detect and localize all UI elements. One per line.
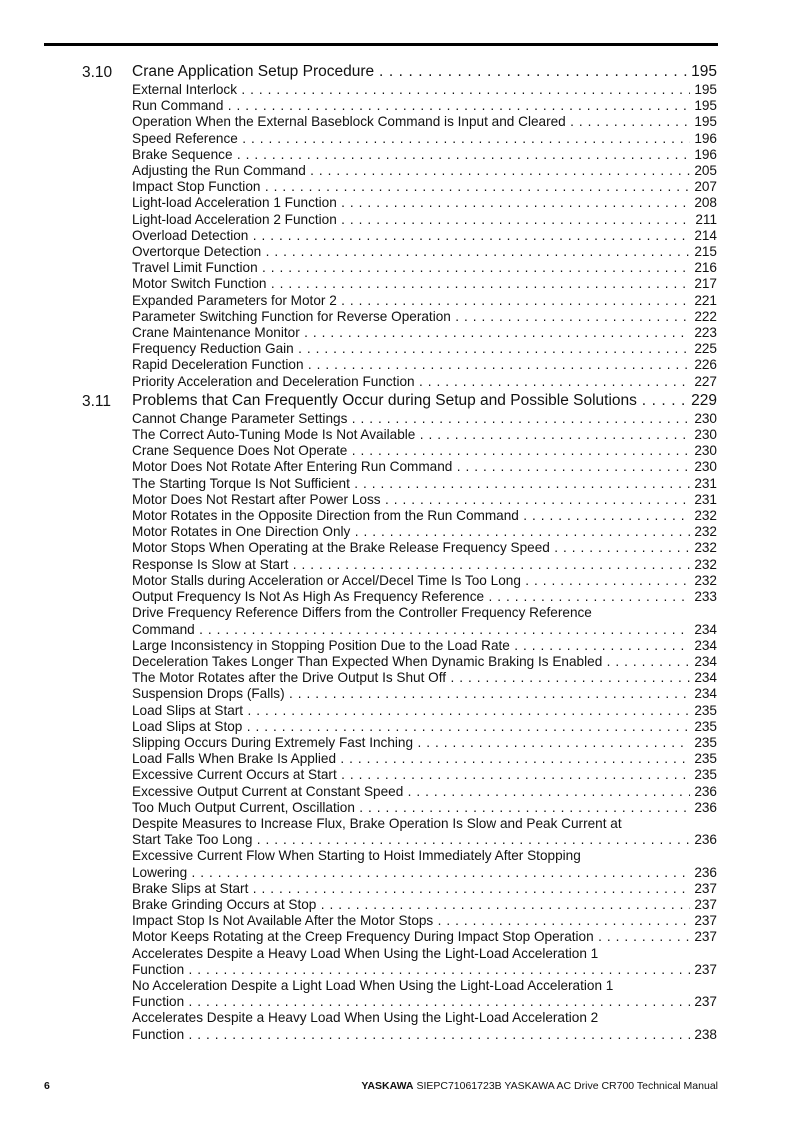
toc-entry-page-number: 230 xyxy=(694,443,717,459)
toc-entry-title: Motor Keeps Rotating at the Creep Frequency During Impact Stop Operation . . . xyxy=(132,929,690,945)
toc-entry-title: Expanded Parameters for Motor 2 . . . xyxy=(132,293,690,309)
toc-entry-title: Slipping Occurs During Extremely Fast Inching . . . xyxy=(132,735,690,751)
toc-entry-title: Excessive Current Occurs at Start . . . xyxy=(132,767,690,783)
toc-entry-title: Overload Detection . . . xyxy=(132,228,690,244)
toc-entry-title-line1: No Acceleration Despite a Light Load When Using the Light-Load Acceleration 1 xyxy=(132,977,614,993)
toc-entry-page-number: 238 xyxy=(694,1026,717,1042)
toc-entry-title: Light-load Acceleration 1 Function . . . xyxy=(132,195,690,211)
toc-entry-page-number: 236 xyxy=(694,799,717,815)
toc-entry[interactable] xyxy=(132,978,717,1010)
toc-entry[interactable] xyxy=(132,524,717,540)
toc-entry-title: Large Inconsistency in Stopping Position Due to the Load Rate . . . xyxy=(132,638,690,654)
toc-entry-title: Motor Stops When Operating at the Brake Release Frequency Speed . . . xyxy=(132,540,690,556)
toc-entry[interactable] xyxy=(132,309,717,325)
toc-entry[interactable] xyxy=(132,82,717,98)
toc-entry-title: Motor Switch Function . . . xyxy=(132,276,690,292)
toc-entry-page-number: 207 xyxy=(694,179,717,195)
toc-entry-title: Command . . . xyxy=(132,622,690,638)
toc-entry-title: Motor Does Not Rotate After Entering Run Command . . . xyxy=(132,459,690,475)
toc-entry-page-number: 221 xyxy=(694,292,717,308)
toc-entry-title: Overtorque Detection . . . xyxy=(132,244,690,260)
toc-entry[interactable] xyxy=(132,670,717,686)
footer-document-title: SIEPC71061723B YASKAWA AC Drive CR700 Technical Manual xyxy=(416,1080,718,1092)
toc-entry[interactable] xyxy=(132,492,717,508)
toc-entry[interactable] xyxy=(132,195,717,211)
toc-entry-page-number: 217 xyxy=(694,276,717,292)
toc-entry-title: The Starting Torque Is Not Sufficient . . . xyxy=(132,476,690,492)
toc-entry-page-number: 232 xyxy=(694,524,717,540)
toc-entry-title: Deceleration Takes Longer Than Expected When Dynamic Braking Is Enabled . . . xyxy=(132,654,690,670)
toc-entry-title: Speed Reference . . . xyxy=(132,131,690,147)
toc-entry-page-number: 233 xyxy=(694,589,717,605)
toc-entry-title: Brake Grinding Occurs at Stop . . . xyxy=(132,897,690,913)
toc-entry-page-number: 225 xyxy=(694,341,717,357)
toc-entry[interactable] xyxy=(132,427,717,443)
toc-entry-page-number: 234 xyxy=(694,653,717,669)
toc-entry-page-number: 232 xyxy=(694,508,717,524)
section-heading[interactable] xyxy=(0,391,793,411)
toc-entry-page-number: 237 xyxy=(694,896,717,912)
toc-entry-title: Brake Sequence . . . xyxy=(132,147,690,163)
toc-entry-title: Excessive Output Current at Constant Speed . . . xyxy=(132,784,690,800)
toc-entry[interactable] xyxy=(132,131,717,147)
toc-entry[interactable] xyxy=(132,244,717,260)
toc-entry[interactable] xyxy=(132,654,717,670)
toc-entry-title-line1: Accelerates Despite a Heavy Load When Using the Light-Load Acceleration 2 xyxy=(132,1010,599,1026)
toc-entry-page-number: 216 xyxy=(694,260,717,276)
toc-entry-page-number: 231 xyxy=(694,491,717,507)
section-heading[interactable] xyxy=(0,62,793,82)
toc-entry-page-number: 235 xyxy=(694,702,717,718)
toc-entry[interactable] xyxy=(132,147,717,163)
toc-entry[interactable] xyxy=(132,751,717,767)
toc-entry-page-number: 237 xyxy=(694,913,717,929)
toc-entry[interactable] xyxy=(132,913,717,929)
toc-entry-title-line1: Accelerates Despite a Heavy Load When Using the Light-Load Acceleration 1 xyxy=(132,945,599,961)
toc-entry-page-number: 237 xyxy=(694,929,717,945)
footer-page-number: 6 xyxy=(44,1080,50,1092)
toc-entry[interactable] xyxy=(132,540,717,556)
toc-entry-page-number: 234 xyxy=(694,621,717,637)
toc-entry-page-number: 237 xyxy=(694,880,717,896)
toc-entry-title: Motor Does Not Restart after Power Loss . . . xyxy=(132,492,690,508)
section-page-number: 229 xyxy=(691,391,717,409)
toc-entry-title: Load Slips at Stop . . . xyxy=(132,719,690,735)
toc-entry-page-number: 231 xyxy=(694,475,717,491)
toc-entry-title-line1: Drive Frequency Reference Differs from the Controller Frequency Reference xyxy=(132,605,592,621)
toc-entry-page-number: 236 xyxy=(694,864,717,880)
toc-entry-page-number: 237 xyxy=(694,961,717,977)
toc-entry[interactable] xyxy=(132,703,717,719)
toc-entry-page-number: 236 xyxy=(694,783,717,799)
top-rule xyxy=(44,43,718,46)
toc-entry-page-number: 214 xyxy=(694,227,717,243)
toc-entry-page-number: 230 xyxy=(694,427,717,443)
toc-entry-title-line1: Despite Measures to Increase Flux, Brake Operation Is Slow and Peak Current at xyxy=(132,815,622,831)
toc-entry-page-number: 227 xyxy=(694,373,717,389)
toc-entry-title: Load Slips at Start . . . xyxy=(132,703,690,719)
toc-entry-title: Light-load Acceleration 2 Function . . . xyxy=(132,212,691,228)
section-title: Problems that Can Frequently Occur during Setup and Possible Solutions . . . xyxy=(132,391,687,411)
toc-entry[interactable] xyxy=(132,719,717,735)
toc-entry-title: Frequency Reduction Gain . . . xyxy=(132,341,690,357)
toc-entry[interactable] xyxy=(132,848,717,880)
toc-entry-page-number: 195 xyxy=(694,98,717,114)
section-page-number: 195 xyxy=(691,63,717,80)
toc-entry-page-number: 196 xyxy=(694,130,717,146)
toc-entry[interactable] xyxy=(132,98,717,114)
toc-entry[interactable] xyxy=(132,276,717,292)
toc-entry-title: Impact Stop Function . . . xyxy=(132,179,690,195)
toc-entry[interactable] xyxy=(132,179,717,195)
toc-entry-page-number: 235 xyxy=(694,767,717,783)
toc-entry-page-number: 223 xyxy=(694,325,717,341)
toc-entry-page-number: 195 xyxy=(694,114,717,130)
toc-entry-title: The Motor Rotates after the Drive Output Is Shut Off . . . xyxy=(132,670,690,686)
toc-entry[interactable] xyxy=(132,411,717,427)
toc-entry-page-number: 232 xyxy=(694,540,717,556)
toc-entry-title: Output Frequency Is Not As High As Frequency Reference . . . xyxy=(132,589,690,605)
table-of-contents xyxy=(0,61,793,1043)
toc-entry-title: Response Is Slow at Start . . . xyxy=(132,557,690,573)
toc-entry[interactable] xyxy=(132,163,717,179)
toc-entry[interactable] xyxy=(132,573,717,589)
toc-entry-title: External Interlock . . . xyxy=(132,82,690,98)
toc-entry[interactable] xyxy=(132,508,717,524)
toc-entry[interactable] xyxy=(132,735,717,751)
toc-entry-page-number: 226 xyxy=(694,357,717,373)
toc-entry[interactable] xyxy=(132,228,717,244)
toc-entry[interactable] xyxy=(132,325,717,341)
toc-entry-page-number: 234 xyxy=(694,637,717,653)
toc-entry-title: Impact Stop Is Not Available After the Motor Stops . . . xyxy=(132,913,690,929)
toc-entry[interactable] xyxy=(132,293,717,309)
toc-entry-page-number: 196 xyxy=(694,146,717,162)
toc-entry-title: Function . . . xyxy=(132,962,690,978)
toc-entry[interactable] xyxy=(132,881,717,897)
toc-entry[interactable] xyxy=(132,589,717,605)
toc-entry[interactable] xyxy=(132,784,717,800)
toc-entry[interactable] xyxy=(132,946,717,978)
toc-entry-page-number: 236 xyxy=(694,832,717,848)
toc-entry[interactable] xyxy=(132,459,717,475)
toc-entry-page-number: 234 xyxy=(694,686,717,702)
toc-entry[interactable] xyxy=(132,557,717,573)
toc-entry[interactable] xyxy=(132,374,717,390)
toc-entry[interactable] xyxy=(132,605,717,637)
toc-entry[interactable] xyxy=(132,476,717,492)
toc-entry-title: Cannot Change Parameter Settings . . . xyxy=(132,411,690,427)
toc-entry-title: Rapid Deceleration Function . . . xyxy=(132,357,690,373)
footer-document-info xyxy=(361,1080,718,1092)
section-number: 3.11 xyxy=(82,392,112,410)
toc-entry-title: The Correct Auto-Tuning Mode Is Not Available . . . xyxy=(132,427,690,443)
toc-entry[interactable] xyxy=(132,767,717,783)
toc-entry-page-number: 235 xyxy=(694,751,717,767)
toc-entry-title: Operation When the External Baseblock Command is Input and Cleared . . . xyxy=(132,114,690,130)
toc-entry-page-number: 232 xyxy=(694,556,717,572)
toc-entry[interactable] xyxy=(132,357,717,373)
toc-entry-page-number: 230 xyxy=(694,459,717,475)
toc-entry-title: Function . . . xyxy=(132,994,690,1010)
toc-entry-page-number: 195 xyxy=(694,82,717,97)
toc-entry[interactable] xyxy=(132,686,717,702)
toc-entry-page-number: 222 xyxy=(694,308,717,324)
toc-entry[interactable] xyxy=(132,816,717,848)
toc-entry[interactable] xyxy=(132,114,717,130)
toc-entry[interactable] xyxy=(132,638,717,654)
toc-entry-page-number: 234 xyxy=(694,670,717,686)
section-title: Crane Application Setup Procedure . . . xyxy=(132,62,687,82)
toc-entry-page-number: 205 xyxy=(694,163,717,179)
toc-entry[interactable] xyxy=(132,260,717,276)
toc-entry[interactable] xyxy=(132,212,717,228)
toc-entry-page-number: 211 xyxy=(695,211,717,227)
section-number: 3.10 xyxy=(82,64,113,81)
toc-entry-title: Suspension Drops (Falls) . . . xyxy=(132,686,690,702)
toc-entry-page-number: 235 xyxy=(694,734,717,750)
toc-entry-title: Travel Limit Function . . . xyxy=(132,260,690,276)
toc-entry-title: Function . . . xyxy=(132,1027,690,1043)
toc-entry-title: Brake Slips at Start . . . xyxy=(132,881,690,897)
toc-entry-title: Lowering . . . xyxy=(132,865,690,881)
toc-entry-title: Motor Rotates in the Opposite Direction from the Run Command . . . xyxy=(132,508,690,524)
toc-entry[interactable] xyxy=(132,897,717,913)
toc-entry-title: Priority Acceleration and Deceleration Function . . . xyxy=(132,374,690,390)
toc-entry-page-number: 237 xyxy=(694,994,717,1010)
toc-entry-title: Motor Stalls during Acceleration or Accel/Decel Time Is Too Long . . . xyxy=(132,573,690,589)
toc-entry[interactable] xyxy=(132,1010,717,1042)
toc-entry-title: Run Command . . . xyxy=(132,98,690,114)
toc-entry-title: Crane Maintenance Monitor . . . xyxy=(132,325,690,341)
toc-entry-page-number: 232 xyxy=(694,572,717,588)
page-footer xyxy=(44,1080,718,1094)
toc-entry-title: Load Falls When Brake Is Applied . . . xyxy=(132,751,690,767)
footer-brand: YASKAWA xyxy=(361,1080,414,1092)
toc-entry[interactable] xyxy=(132,443,717,459)
toc-entry-title: Adjusting the Run Command . . . xyxy=(132,163,690,179)
toc-entry-page-number: 235 xyxy=(694,718,717,734)
toc-entry-title-line1: Excessive Current Flow When Starting to Hoist Immediately After Stopping xyxy=(132,848,581,864)
toc-entry-title: Parameter Switching Function for Reverse Operation . . . xyxy=(132,309,690,325)
toc-entry[interactable] xyxy=(132,929,717,945)
toc-entry[interactable] xyxy=(132,800,717,816)
toc-entry-page-number: 230 xyxy=(694,410,717,426)
toc-entry-title: Too Much Output Current, Oscillation . . . xyxy=(132,800,690,816)
toc-entry-page-number: 208 xyxy=(694,195,717,211)
toc-entry[interactable] xyxy=(132,341,717,357)
toc-entry-title: Motor Rotates in One Direction Only . . . xyxy=(132,524,690,540)
toc-entry-title: Crane Sequence Does Not Operate . . . xyxy=(132,443,690,459)
toc-entry-page-number: 215 xyxy=(694,244,717,260)
toc-entry-title: Start Take Too Long . . . xyxy=(132,832,690,848)
